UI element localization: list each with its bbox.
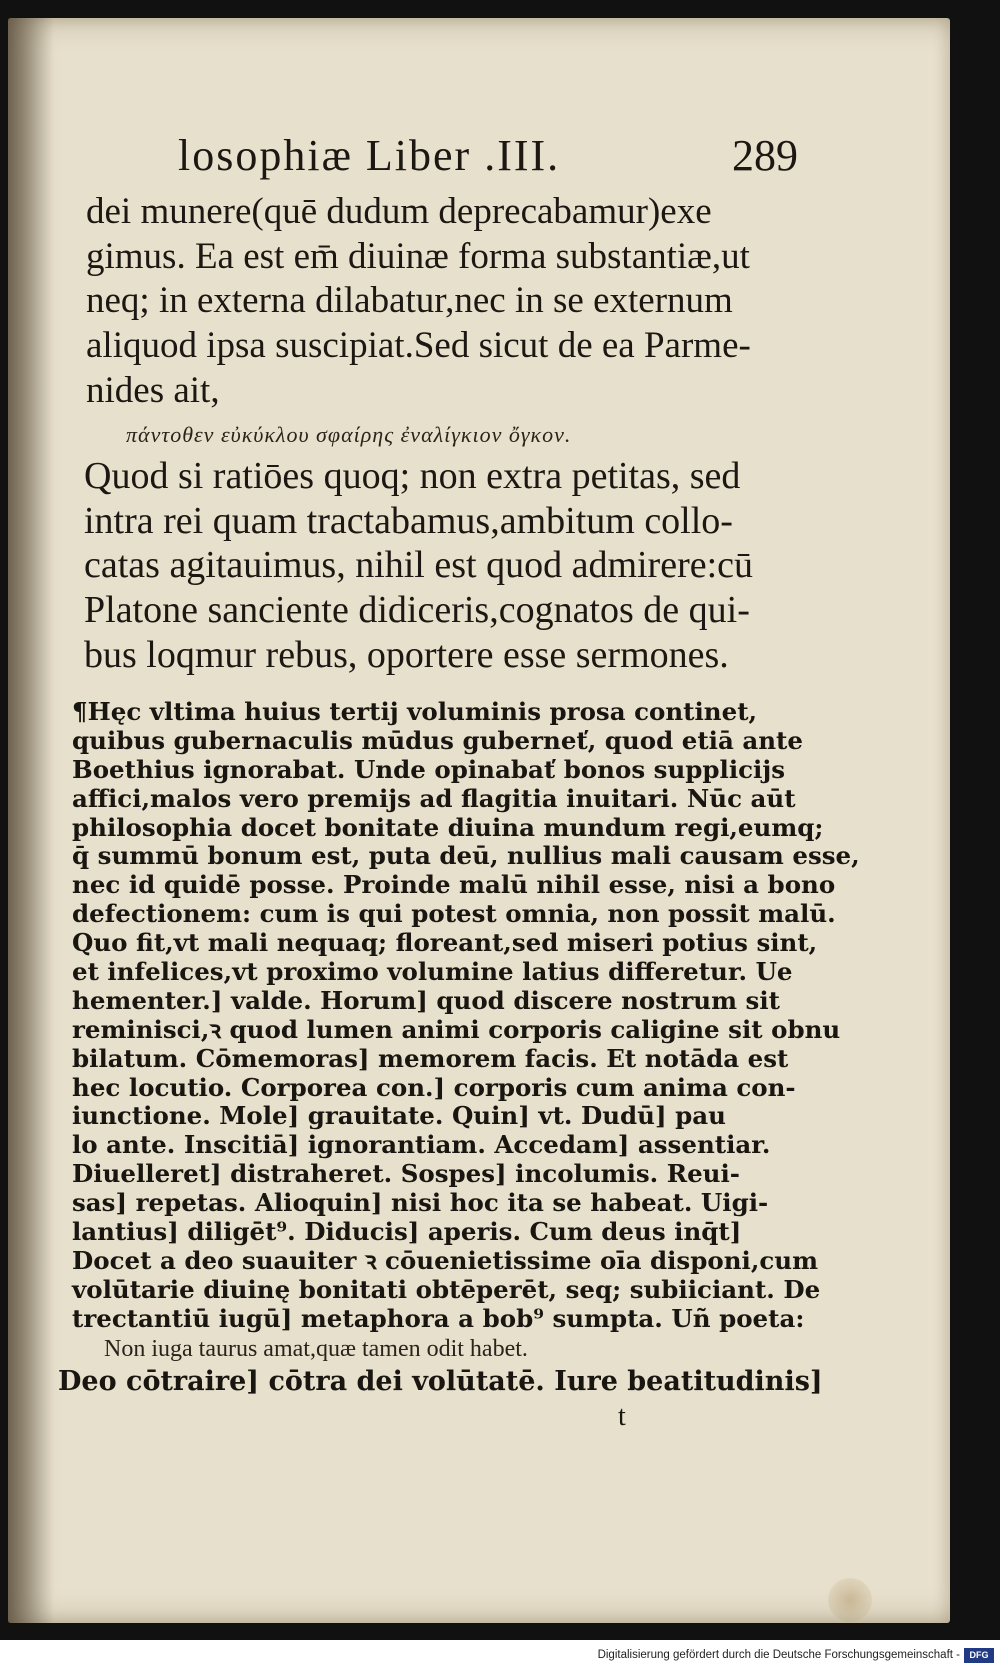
commentary-line: hec locutio. Corporea con.] corporis cum anima con- (72, 1072, 796, 1102)
running-header (178, 130, 798, 190)
commentary-line: bilatum. Cōmemoras] memorem facis. Et notāda est (72, 1043, 789, 1073)
commentary-line: defectionem: cum is qui potest omnia, non possit malū. (72, 899, 836, 929)
commentary-line: quibus gubernaculis mūdus guberneť, quod etiā ante (72, 725, 803, 755)
page-number: 289 (732, 131, 798, 180)
paper-stain (828, 1578, 872, 1622)
dfg-logo-icon: DFG (964, 1648, 994, 1663)
commentary-line: nec id quidē posse. Proinde malū nihil esse, nisi a bono (72, 870, 836, 900)
main-text-line: Quod si ratiōes quoq; non extra petitas, sed (84, 455, 741, 497)
commentary-line: iunctione. Mole] grauitate. Quin] vt. Dudū] pau (72, 1101, 726, 1131)
book-page (8, 18, 950, 1623)
main-text-line: nides ait, (86, 369, 220, 411)
main-text-line: catas agitauimus, nihil est quod admirere:cū (84, 544, 754, 587)
commentary-line: et infelices,vt proximo volumine latius differetur. Ue (72, 957, 793, 987)
running-title: losophiæ Liber .III. (178, 131, 561, 180)
commentary-line: trectantiū iugū] metaphora a bob⁹ sumpta. Uñ poeta: (72, 1303, 805, 1333)
commentary-block (72, 697, 860, 1334)
greek-quotation: πάντοθεν εὐκύκλου σφαίρης ἐναλίγκιον ὄγκον. (126, 422, 572, 447)
main-text-line: neq; in externa dilabatur,nec in se externum (86, 280, 733, 322)
verse-quotation: Non iuga taurus amat,quæ tamen odit habet. (104, 1336, 528, 1362)
main-text-line: intra rei quam tractabamus,ambitum collo- (84, 499, 733, 542)
main-text-line: Platone sanciente didiceris,cognatos de qui- (84, 589, 750, 632)
funding-credit: Digitalisierung gefördert durch die Deutsche Forschungsgemeinschaft - (597, 1649, 960, 1661)
commentary-line: Boethius ignorabat. Unde opinabať bonos supplicijs (72, 754, 786, 784)
main-text-block (86, 190, 786, 413)
commentary-line: lo ante. Inscitiā] ignorantiam. Accedam] assentiar. (72, 1130, 771, 1160)
main-text-line: aliquod ipsa suscipiat.Sed sicut de ea Parme- (86, 325, 751, 367)
footer-bar (0, 1640, 1000, 1673)
commentary-line: philosophia docet bonitate diuina mundum regi,eumq; (72, 812, 824, 842)
commentary-line: q̄ summū bonum est, puta deū, nullius mali causam esse, (72, 841, 860, 871)
commentary-line: reminisci,ꝛ quod lumen animi corporis caligine sit obnu (72, 1014, 841, 1044)
commentary-line: sas] repetas. Alioquin] nisi hoc ita se habeat. Uigi- (72, 1188, 769, 1218)
page-spine-shadow (8, 18, 54, 1623)
commentary-line: Quo fit,vt mali nequaq; floreant,sed miseri potius sint, (72, 928, 818, 958)
main-text-block-2 (84, 454, 794, 677)
commentary-line: volūtarie diuinę bonitati obtēperēt, seq; subiiciant. De (72, 1274, 821, 1304)
commentary-line: Docet a deo suauiter ꝛ cōuenietissime oīa disponi,cum (72, 1245, 819, 1275)
commentary-line: Diuelleret] distraheret. Sospes] incolumis. Reui- (72, 1159, 740, 1189)
commentary-line: affici,malos vero premijs ad flagitia inuitari. Nūc aūt (72, 783, 796, 813)
catchword: t (618, 1401, 626, 1432)
final-commentary-line: Deo cōtraire] cōtra dei volūtatē. Iure beatitudinis] (58, 1366, 823, 1397)
commentary-line: hementer.] valde. Horum] quod discere nostrum sit (72, 985, 780, 1015)
main-text-line: bus loqmur rebus, oportere esse sermones. (84, 633, 729, 676)
commentary-line: ¶Hęc vltima huius tertij voluminis prosa continet, (72, 697, 758, 726)
main-text-line: gimus. Ea est em̄ diuinæ forma substantiæ,ut (86, 235, 750, 277)
main-text-line: dei munere(quē dudum deprecabamur)exe (86, 191, 712, 232)
commentary-line: lantius] diligēt⁹. Diducis] aperis. Cum deus inq̄t] (72, 1217, 742, 1247)
